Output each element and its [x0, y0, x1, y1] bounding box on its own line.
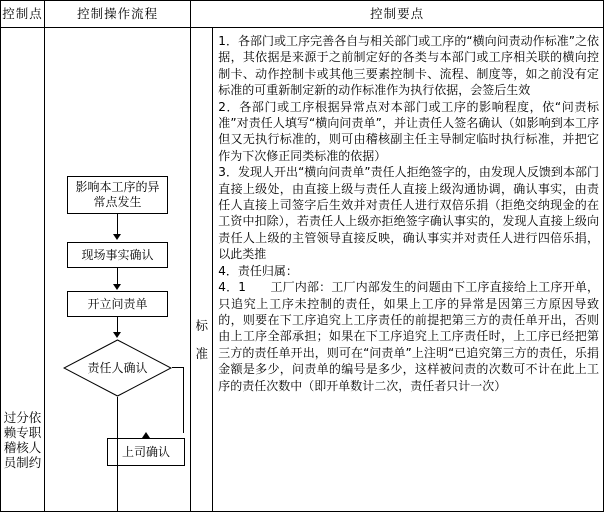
key-point-paragraph-2: 2．各部门或工序根据异常点对本部门或工序的影响程度，依“问责标准”对责任人填写“横向问责单”，并让责任人签名确认（如影响到本工序但又无执行标准的，则可由稽核副主任主导制定临时执行标准，并把它作为下次修正同类标准的依据） — [218, 99, 599, 163]
connector-1 — [117, 214, 118, 235]
connector-2 — [117, 268, 118, 285]
arrow-1 — [113, 234, 121, 240]
flow-node-responsible-person-confirm: 责任人确认 — [63, 339, 172, 397]
header-control-point: 控制点 — [1, 1, 45, 28]
arrow-2 — [113, 284, 121, 290]
key-points-cell — [191, 28, 604, 512]
table-body-row — [1, 28, 604, 512]
control-point-label: 过分依赖专职稽核人员制约 — [3, 410, 42, 470]
standard-marker: 标 准 — [191, 28, 213, 511]
flowchart — [45, 28, 189, 511]
key-point-paragraph-3: 3．发现人开出“横向问责单”责任人拒绝签字的，由发现人反馈到本部门直接上级处，由直接上级与责任人直接上级沟通协调，确认事实，由责任人直接上司签字后生效并对责任人进行双倍乐捐（拒绝交纳现金的在工资中扣除），若责任人上级亦拒绝签字确认事实的，发现人直接上级向责任人上级的主管领导直接反映，确认事实并对责任人进行四倍乐捐，以此类推 — [218, 165, 599, 262]
flow-node-abnormality-occurs: 影响本工序的异常点发生 — [67, 176, 168, 214]
flowchart-cell — [45, 28, 191, 512]
connector-3 — [117, 317, 118, 333]
key-points-body — [213, 28, 603, 511]
key-point-paragraph-1: 1．各部门或工序完善各自与相关部门或工序的“横向问责动作标准”之依据，其依据是来源于之前制定好的各类与本部门或工序相关联的横向控制卡、动作控制卡或其他三要素控制卡、流程、制度等，如之前没有定标准的可重新制定新的动作标准作为执行依据，会签后生效 — [218, 34, 599, 98]
flow-node-onsite-fact-confirmation: 现场事实确认 — [67, 242, 168, 268]
header-control-flow: 控制操作流程 — [45, 1, 191, 28]
flow-node-supervisor-confirm: 上司确认 — [107, 438, 185, 466]
key-point-paragraph-5: 4．1 工厂内部：工厂内部发生的问题由下工序直接给上工序开单，只追究上工序未控制的责任，如果上工序的异常是因第三方原因导致的，则要在下工序追究上工序责任的前提把第三方的责任单开出，否则由上工序全部承担；如果在下工序追究上工序责任时，上工序已经把第三方的责任单开出，则可在“问责单”上注明“已追究第三方的责任，乐捐金额是多少，问责单的编号是多少，这样被问责的次数可不计在此上工序的责任次数中（即开单数计二次，责任者只计一次） — [218, 280, 599, 393]
table-header-row — [1, 1, 604, 28]
connector-4-v — [183, 367, 184, 433]
flow-node-issue-accountability-form: 开立问责单 — [67, 291, 168, 317]
key-point-paragraph-4: 4．责任归属： — [218, 263, 298, 278]
connector-5 — [117, 397, 118, 511]
arrow-3 — [113, 332, 121, 338]
control-point-cell — [1, 28, 45, 512]
header-control-key-points: 控制要点 — [191, 1, 604, 28]
